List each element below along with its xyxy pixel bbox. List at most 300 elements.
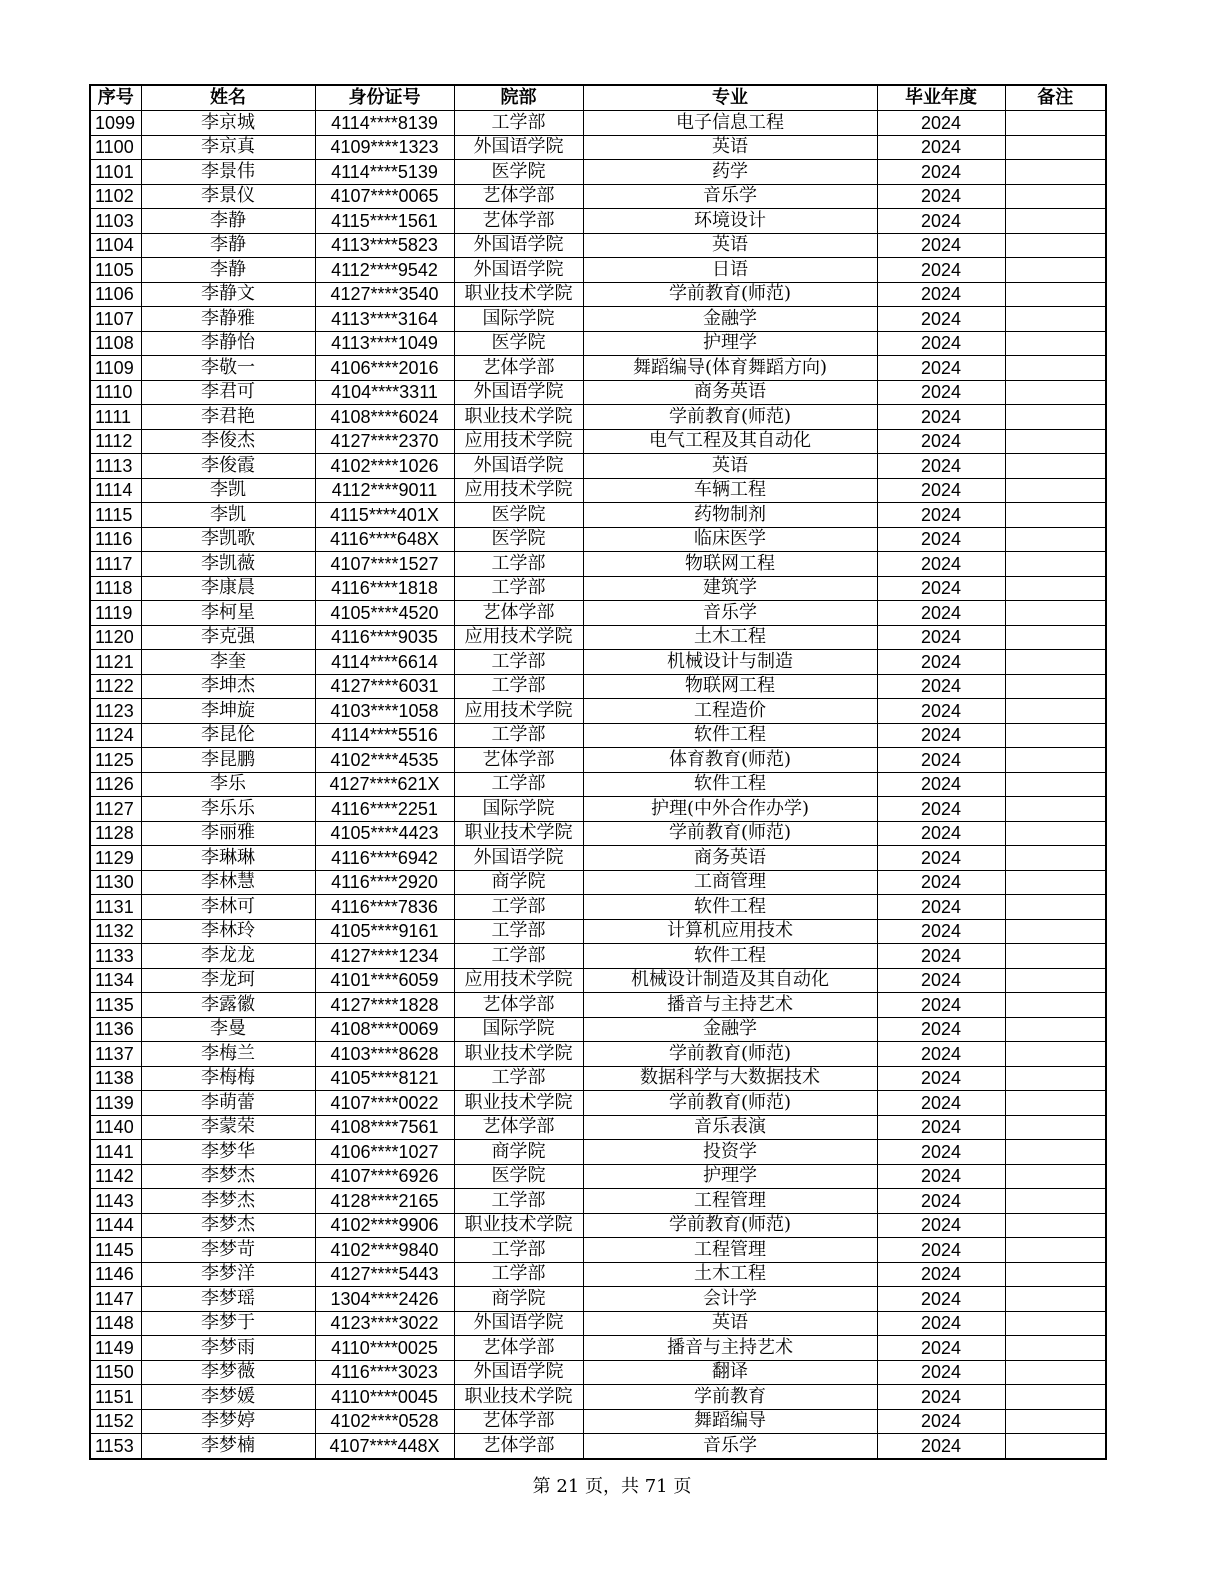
cell-remarks — [1005, 601, 1106, 626]
table-row — [90, 1287, 1106, 1312]
cell-remarks — [1005, 1115, 1106, 1140]
cell-major: 英语 — [583, 454, 877, 479]
cell-major: 护理学 — [583, 331, 877, 356]
cell-seq: 1128 — [90, 821, 141, 846]
cell-graduation-year: 2024 — [877, 1140, 1005, 1165]
cell-department: 工学部 — [454, 552, 583, 577]
cell-seq: 1116 — [90, 527, 141, 552]
table-row — [90, 601, 1106, 626]
cell-id-number: 4110****0025 — [315, 1336, 454, 1361]
cell-id-number: 4112****9542 — [315, 258, 454, 283]
cell-graduation-year: 2024 — [877, 1311, 1005, 1336]
cell-seq: 1102 — [90, 184, 141, 209]
cell-department: 应用技术学院 — [454, 478, 583, 503]
cell-id-number: 4114****5139 — [315, 160, 454, 185]
cell-graduation-year: 2024 — [877, 258, 1005, 283]
cell-name: 李梦杰 — [141, 1213, 315, 1238]
page-footer: 第 21 页，共 71 页 — [532, 1476, 692, 1497]
table-row — [90, 429, 1106, 454]
cell-id-number: 4127****5443 — [315, 1262, 454, 1287]
cell-id-number: 4116****2920 — [315, 870, 454, 895]
cell-department: 职业技术学院 — [454, 1385, 583, 1410]
cell-name: 李俊杰 — [141, 429, 315, 454]
cell-graduation-year: 2024 — [877, 454, 1005, 479]
cell-id-number: 4114****6614 — [315, 650, 454, 675]
cell-graduation-year: 2024 — [877, 111, 1005, 136]
cell-seq: 1121 — [90, 650, 141, 675]
cell-department: 应用技术学院 — [454, 968, 583, 993]
cell-name: 李凯 — [141, 478, 315, 503]
cell-remarks — [1005, 503, 1106, 528]
cell-name: 李坤旋 — [141, 699, 315, 724]
cell-major: 音乐学 — [583, 184, 877, 209]
cell-major: 投资学 — [583, 1140, 877, 1165]
table-row — [90, 895, 1106, 920]
cell-seq: 1130 — [90, 870, 141, 895]
cell-department: 工学部 — [454, 944, 583, 969]
cell-graduation-year: 2024 — [877, 1164, 1005, 1189]
cell-department: 应用技术学院 — [454, 429, 583, 454]
cell-seq: 1106 — [90, 282, 141, 307]
cell-remarks — [1005, 1189, 1106, 1214]
cell-major: 工程管理 — [583, 1238, 877, 1263]
cell-remarks — [1005, 1042, 1106, 1067]
cell-major: 会计学 — [583, 1287, 877, 1312]
cell-seq: 1103 — [90, 209, 141, 234]
cell-graduation-year: 2024 — [877, 478, 1005, 503]
cell-remarks — [1005, 1287, 1106, 1312]
cell-name: 李静 — [141, 233, 315, 258]
cell-graduation-year: 2024 — [877, 1017, 1005, 1042]
cell-major: 金融学 — [583, 307, 877, 332]
cell-remarks — [1005, 356, 1106, 381]
cell-name: 李梦雨 — [141, 1336, 315, 1361]
cell-name: 李龙龙 — [141, 944, 315, 969]
cell-department: 国际学院 — [454, 307, 583, 332]
cell-seq: 1101 — [90, 160, 141, 185]
table-row — [90, 1164, 1106, 1189]
cell-name: 李昆伦 — [141, 723, 315, 748]
cell-remarks — [1005, 772, 1106, 797]
cell-id-number: 4107****0022 — [315, 1091, 454, 1116]
cell-department: 艺体学部 — [454, 356, 583, 381]
cell-seq: 1108 — [90, 331, 141, 356]
cell-major: 学前教育(师范) — [583, 1091, 877, 1116]
cell-department: 工学部 — [454, 1189, 583, 1214]
cell-seq: 1107 — [90, 307, 141, 332]
cell-graduation-year: 2024 — [877, 1238, 1005, 1263]
graduate-list-sheet — [89, 84, 1105, 1460]
cell-major: 音乐表演 — [583, 1115, 877, 1140]
cell-department: 外国语学院 — [454, 1311, 583, 1336]
table-row — [90, 503, 1106, 528]
cell-department: 艺体学部 — [454, 1336, 583, 1361]
cell-remarks — [1005, 160, 1106, 185]
table-row — [90, 650, 1106, 675]
cell-graduation-year: 2024 — [877, 552, 1005, 577]
cell-department: 医学院 — [454, 503, 583, 528]
cell-graduation-year: 2024 — [877, 576, 1005, 601]
cell-department: 职业技术学院 — [454, 282, 583, 307]
cell-id-number: 4101****6059 — [315, 968, 454, 993]
cell-remarks — [1005, 307, 1106, 332]
cell-department: 外国语学院 — [454, 846, 583, 871]
cell-seq: 1122 — [90, 674, 141, 699]
cell-remarks — [1005, 1385, 1106, 1410]
table-row — [90, 1189, 1106, 1214]
cell-major: 药学 — [583, 160, 877, 185]
cell-department: 职业技术学院 — [454, 1091, 583, 1116]
cell-graduation-year: 2024 — [877, 821, 1005, 846]
cell-remarks — [1005, 1360, 1106, 1385]
cell-seq: 1125 — [90, 748, 141, 773]
cell-name: 李梅兰 — [141, 1042, 315, 1067]
cell-seq: 1152 — [90, 1409, 141, 1434]
cell-major: 学前教育(师范) — [583, 821, 877, 846]
cell-department: 工学部 — [454, 772, 583, 797]
cell-id-number: 4102****4535 — [315, 748, 454, 773]
cell-id-number: 4107****0065 — [315, 184, 454, 209]
cell-major: 日语 — [583, 258, 877, 283]
cell-seq: 1142 — [90, 1164, 141, 1189]
cell-id-number: 4116****1818 — [315, 576, 454, 601]
table-row — [90, 968, 1106, 993]
table-row — [90, 184, 1106, 209]
cell-seq: 1139 — [90, 1091, 141, 1116]
cell-id-number: 4108****6024 — [315, 405, 454, 430]
cell-name: 李琳琳 — [141, 846, 315, 871]
table-row — [90, 1336, 1106, 1361]
cell-name: 李龙珂 — [141, 968, 315, 993]
cell-major: 土木工程 — [583, 625, 877, 650]
cell-major: 护理学 — [583, 1164, 877, 1189]
cell-name: 李凯 — [141, 503, 315, 528]
table-row — [90, 405, 1106, 430]
table-row — [90, 356, 1106, 381]
cell-name: 李林慧 — [141, 870, 315, 895]
cell-seq: 1145 — [90, 1238, 141, 1263]
cell-remarks — [1005, 478, 1106, 503]
cell-id-number: 4103****1058 — [315, 699, 454, 724]
cell-name: 李柯星 — [141, 601, 315, 626]
cell-department: 工学部 — [454, 650, 583, 675]
cell-major: 商务英语 — [583, 380, 877, 405]
cell-seq: 1123 — [90, 699, 141, 724]
cell-graduation-year: 2024 — [877, 625, 1005, 650]
cell-major: 英语 — [583, 135, 877, 160]
cell-remarks — [1005, 1262, 1106, 1287]
cell-id-number: 4116****2251 — [315, 797, 454, 822]
cell-department: 商学院 — [454, 1287, 583, 1312]
cell-seq: 1151 — [90, 1385, 141, 1410]
cell-name: 李曼 — [141, 1017, 315, 1042]
table-row — [90, 160, 1106, 185]
cell-department: 艺体学部 — [454, 209, 583, 234]
cell-name: 李蒙荣 — [141, 1115, 315, 1140]
cell-remarks — [1005, 968, 1106, 993]
cell-seq: 1149 — [90, 1336, 141, 1361]
cell-graduation-year: 2024 — [877, 919, 1005, 944]
cell-id-number: 4112****9011 — [315, 478, 454, 503]
cell-name: 李林可 — [141, 895, 315, 920]
table-row — [90, 282, 1106, 307]
cell-name: 李坤杰 — [141, 674, 315, 699]
cell-id-number: 4113****1049 — [315, 331, 454, 356]
graduate-table — [89, 84, 1107, 1460]
cell-remarks — [1005, 1311, 1106, 1336]
cell-graduation-year: 2024 — [877, 797, 1005, 822]
cell-remarks — [1005, 699, 1106, 724]
cell-seq: 1119 — [90, 601, 141, 626]
cell-seq: 1112 — [90, 429, 141, 454]
cell-major: 金融学 — [583, 1017, 877, 1042]
table-row — [90, 821, 1106, 846]
cell-id-number: 4113****5823 — [315, 233, 454, 258]
cell-remarks — [1005, 258, 1106, 283]
table-row — [90, 1360, 1106, 1385]
cell-major: 软件工程 — [583, 723, 877, 748]
cell-id-number: 4127****1234 — [315, 944, 454, 969]
cell-graduation-year: 2024 — [877, 209, 1005, 234]
cell-graduation-year: 2024 — [877, 1385, 1005, 1410]
cell-name: 李静 — [141, 258, 315, 283]
cell-major: 软件工程 — [583, 895, 877, 920]
header-major: 专业 — [583, 85, 877, 111]
cell-name: 李梦薇 — [141, 1360, 315, 1385]
cell-name: 李京真 — [141, 135, 315, 160]
cell-department: 职业技术学院 — [454, 1042, 583, 1067]
cell-remarks — [1005, 1017, 1106, 1042]
cell-major: 舞蹈编导(体育舞蹈方向) — [583, 356, 877, 381]
cell-department: 工学部 — [454, 1066, 583, 1091]
cell-name: 李景伟 — [141, 160, 315, 185]
cell-remarks — [1005, 1213, 1106, 1238]
cell-major: 临床医学 — [583, 527, 877, 552]
cell-department: 医学院 — [454, 527, 583, 552]
cell-major: 电气工程及其自动化 — [583, 429, 877, 454]
cell-seq: 1138 — [90, 1066, 141, 1091]
cell-id-number: 4114****5516 — [315, 723, 454, 748]
cell-remarks — [1005, 429, 1106, 454]
table-row — [90, 1213, 1106, 1238]
cell-seq: 1143 — [90, 1189, 141, 1214]
cell-graduation-year: 2024 — [877, 1262, 1005, 1287]
cell-department: 应用技术学院 — [454, 699, 583, 724]
cell-id-number: 4127****6031 — [315, 674, 454, 699]
cell-graduation-year: 2024 — [877, 993, 1005, 1018]
cell-seq: 1120 — [90, 625, 141, 650]
cell-id-number: 4128****2165 — [315, 1189, 454, 1214]
table-row — [90, 1262, 1106, 1287]
cell-department: 医学院 — [454, 160, 583, 185]
cell-remarks — [1005, 993, 1106, 1018]
cell-seq: 1114 — [90, 478, 141, 503]
cell-major: 机械设计制造及其自动化 — [583, 968, 877, 993]
cell-graduation-year: 2024 — [877, 1066, 1005, 1091]
cell-name: 李梦洋 — [141, 1262, 315, 1287]
table-row — [90, 478, 1106, 503]
cell-remarks — [1005, 282, 1106, 307]
cell-department: 艺体学部 — [454, 1409, 583, 1434]
cell-seq: 1109 — [90, 356, 141, 381]
cell-id-number: 4102****0528 — [315, 1409, 454, 1434]
cell-remarks — [1005, 674, 1106, 699]
cell-graduation-year: 2024 — [877, 233, 1005, 258]
table-row — [90, 1042, 1106, 1067]
cell-department: 艺体学部 — [454, 601, 583, 626]
cell-id-number: 4115****401X — [315, 503, 454, 528]
table-row — [90, 723, 1106, 748]
cell-graduation-year: 2024 — [877, 870, 1005, 895]
table-row — [90, 1311, 1106, 1336]
cell-name: 李京城 — [141, 111, 315, 136]
cell-remarks — [1005, 184, 1106, 209]
cell-id-number: 4115****1561 — [315, 209, 454, 234]
cell-department: 工学部 — [454, 111, 583, 136]
cell-seq: 1134 — [90, 968, 141, 993]
cell-graduation-year: 2024 — [877, 772, 1005, 797]
cell-major: 播音与主持艺术 — [583, 1336, 877, 1361]
table-row — [90, 797, 1106, 822]
cell-id-number: 4116****3023 — [315, 1360, 454, 1385]
cell-name: 李静 — [141, 209, 315, 234]
cell-name: 李凯歌 — [141, 527, 315, 552]
cell-department: 工学部 — [454, 919, 583, 944]
cell-remarks — [1005, 650, 1106, 675]
cell-graduation-year: 2024 — [877, 1434, 1005, 1459]
cell-department: 工学部 — [454, 1262, 583, 1287]
cell-id-number: 4127****621X — [315, 772, 454, 797]
header-remarks: 备注 — [1005, 85, 1106, 111]
cell-graduation-year: 2024 — [877, 1409, 1005, 1434]
header-seq: 序号 — [90, 85, 141, 111]
table-row — [90, 919, 1106, 944]
cell-seq: 1100 — [90, 135, 141, 160]
cell-major: 体育教育(师范) — [583, 748, 877, 773]
cell-major: 药物制剂 — [583, 503, 877, 528]
cell-graduation-year: 2024 — [877, 601, 1005, 626]
cell-seq: 1118 — [90, 576, 141, 601]
cell-graduation-year: 2024 — [877, 944, 1005, 969]
cell-id-number: 4123****3022 — [315, 1311, 454, 1336]
cell-department: 工学部 — [454, 895, 583, 920]
cell-seq: 1153 — [90, 1434, 141, 1459]
cell-major: 建筑学 — [583, 576, 877, 601]
table-row — [90, 454, 1106, 479]
header-id-number: 身份证号 — [315, 85, 454, 111]
cell-major: 学前教育 — [583, 1385, 877, 1410]
cell-major: 物联网工程 — [583, 552, 877, 577]
cell-id-number: 1304****2426 — [315, 1287, 454, 1312]
cell-remarks — [1005, 1434, 1106, 1459]
table-body — [90, 111, 1106, 1459]
cell-remarks — [1005, 870, 1106, 895]
cell-id-number: 4116****648X — [315, 527, 454, 552]
cell-seq: 1113 — [90, 454, 141, 479]
cell-seq: 1105 — [90, 258, 141, 283]
cell-name: 李梦杰 — [141, 1164, 315, 1189]
cell-department: 商学院 — [454, 870, 583, 895]
table-row — [90, 258, 1106, 283]
cell-remarks — [1005, 895, 1106, 920]
cell-department: 工学部 — [454, 674, 583, 699]
cell-id-number: 4114****8139 — [315, 111, 454, 136]
cell-name: 李俊霞 — [141, 454, 315, 479]
cell-department: 外国语学院 — [454, 1360, 583, 1385]
cell-graduation-year: 2024 — [877, 895, 1005, 920]
cell-department: 医学院 — [454, 1164, 583, 1189]
cell-seq: 1099 — [90, 111, 141, 136]
cell-major: 物联网工程 — [583, 674, 877, 699]
cell-id-number: 4105****4520 — [315, 601, 454, 626]
cell-name: 李君可 — [141, 380, 315, 405]
cell-seq: 1144 — [90, 1213, 141, 1238]
header-department: 院部 — [454, 85, 583, 111]
cell-name: 李梦于 — [141, 1311, 315, 1336]
cell-name: 李梦杰 — [141, 1189, 315, 1214]
table-row — [90, 846, 1106, 871]
cell-seq: 1127 — [90, 797, 141, 822]
cell-id-number: 4110****0045 — [315, 1385, 454, 1410]
cell-department: 职业技术学院 — [454, 405, 583, 430]
header-graduation-year: 毕业年度 — [877, 85, 1005, 111]
cell-id-number: 4102****1026 — [315, 454, 454, 479]
cell-id-number: 4127****2370 — [315, 429, 454, 454]
cell-remarks — [1005, 209, 1106, 234]
cell-remarks — [1005, 331, 1106, 356]
cell-remarks — [1005, 748, 1106, 773]
cell-seq: 1110 — [90, 380, 141, 405]
cell-graduation-year: 2024 — [877, 723, 1005, 748]
cell-remarks — [1005, 1336, 1106, 1361]
cell-major: 工程造价 — [583, 699, 877, 724]
cell-seq: 1148 — [90, 1311, 141, 1336]
table-row — [90, 748, 1106, 773]
table-row — [90, 552, 1106, 577]
table-row — [90, 625, 1106, 650]
cell-name: 李静怡 — [141, 331, 315, 356]
cell-major: 工程管理 — [583, 1189, 877, 1214]
cell-remarks — [1005, 527, 1106, 552]
table-row — [90, 1434, 1106, 1459]
cell-remarks — [1005, 625, 1106, 650]
cell-department: 外国语学院 — [454, 380, 583, 405]
table-row — [90, 331, 1106, 356]
cell-major: 学前教育(师范) — [583, 1213, 877, 1238]
table-row — [90, 870, 1106, 895]
cell-graduation-year: 2024 — [877, 1336, 1005, 1361]
cell-remarks — [1005, 1140, 1106, 1165]
cell-graduation-year: 2024 — [877, 1213, 1005, 1238]
cell-id-number: 4102****9840 — [315, 1238, 454, 1263]
table-row — [90, 111, 1106, 136]
cell-id-number: 4106****2016 — [315, 356, 454, 381]
cell-name: 李静文 — [141, 282, 315, 307]
cell-name: 李昆鹏 — [141, 748, 315, 773]
cell-seq: 1146 — [90, 1262, 141, 1287]
table-row — [90, 1140, 1106, 1165]
cell-graduation-year: 2024 — [877, 356, 1005, 381]
cell-name: 李乐乐 — [141, 797, 315, 822]
cell-department: 艺体学部 — [454, 748, 583, 773]
cell-remarks — [1005, 111, 1106, 136]
cell-department: 职业技术学院 — [454, 1213, 583, 1238]
cell-department: 外国语学院 — [454, 233, 583, 258]
cell-name: 李萌蕾 — [141, 1091, 315, 1116]
cell-seq: 1133 — [90, 944, 141, 969]
cell-seq: 1147 — [90, 1287, 141, 1312]
table-row — [90, 209, 1106, 234]
